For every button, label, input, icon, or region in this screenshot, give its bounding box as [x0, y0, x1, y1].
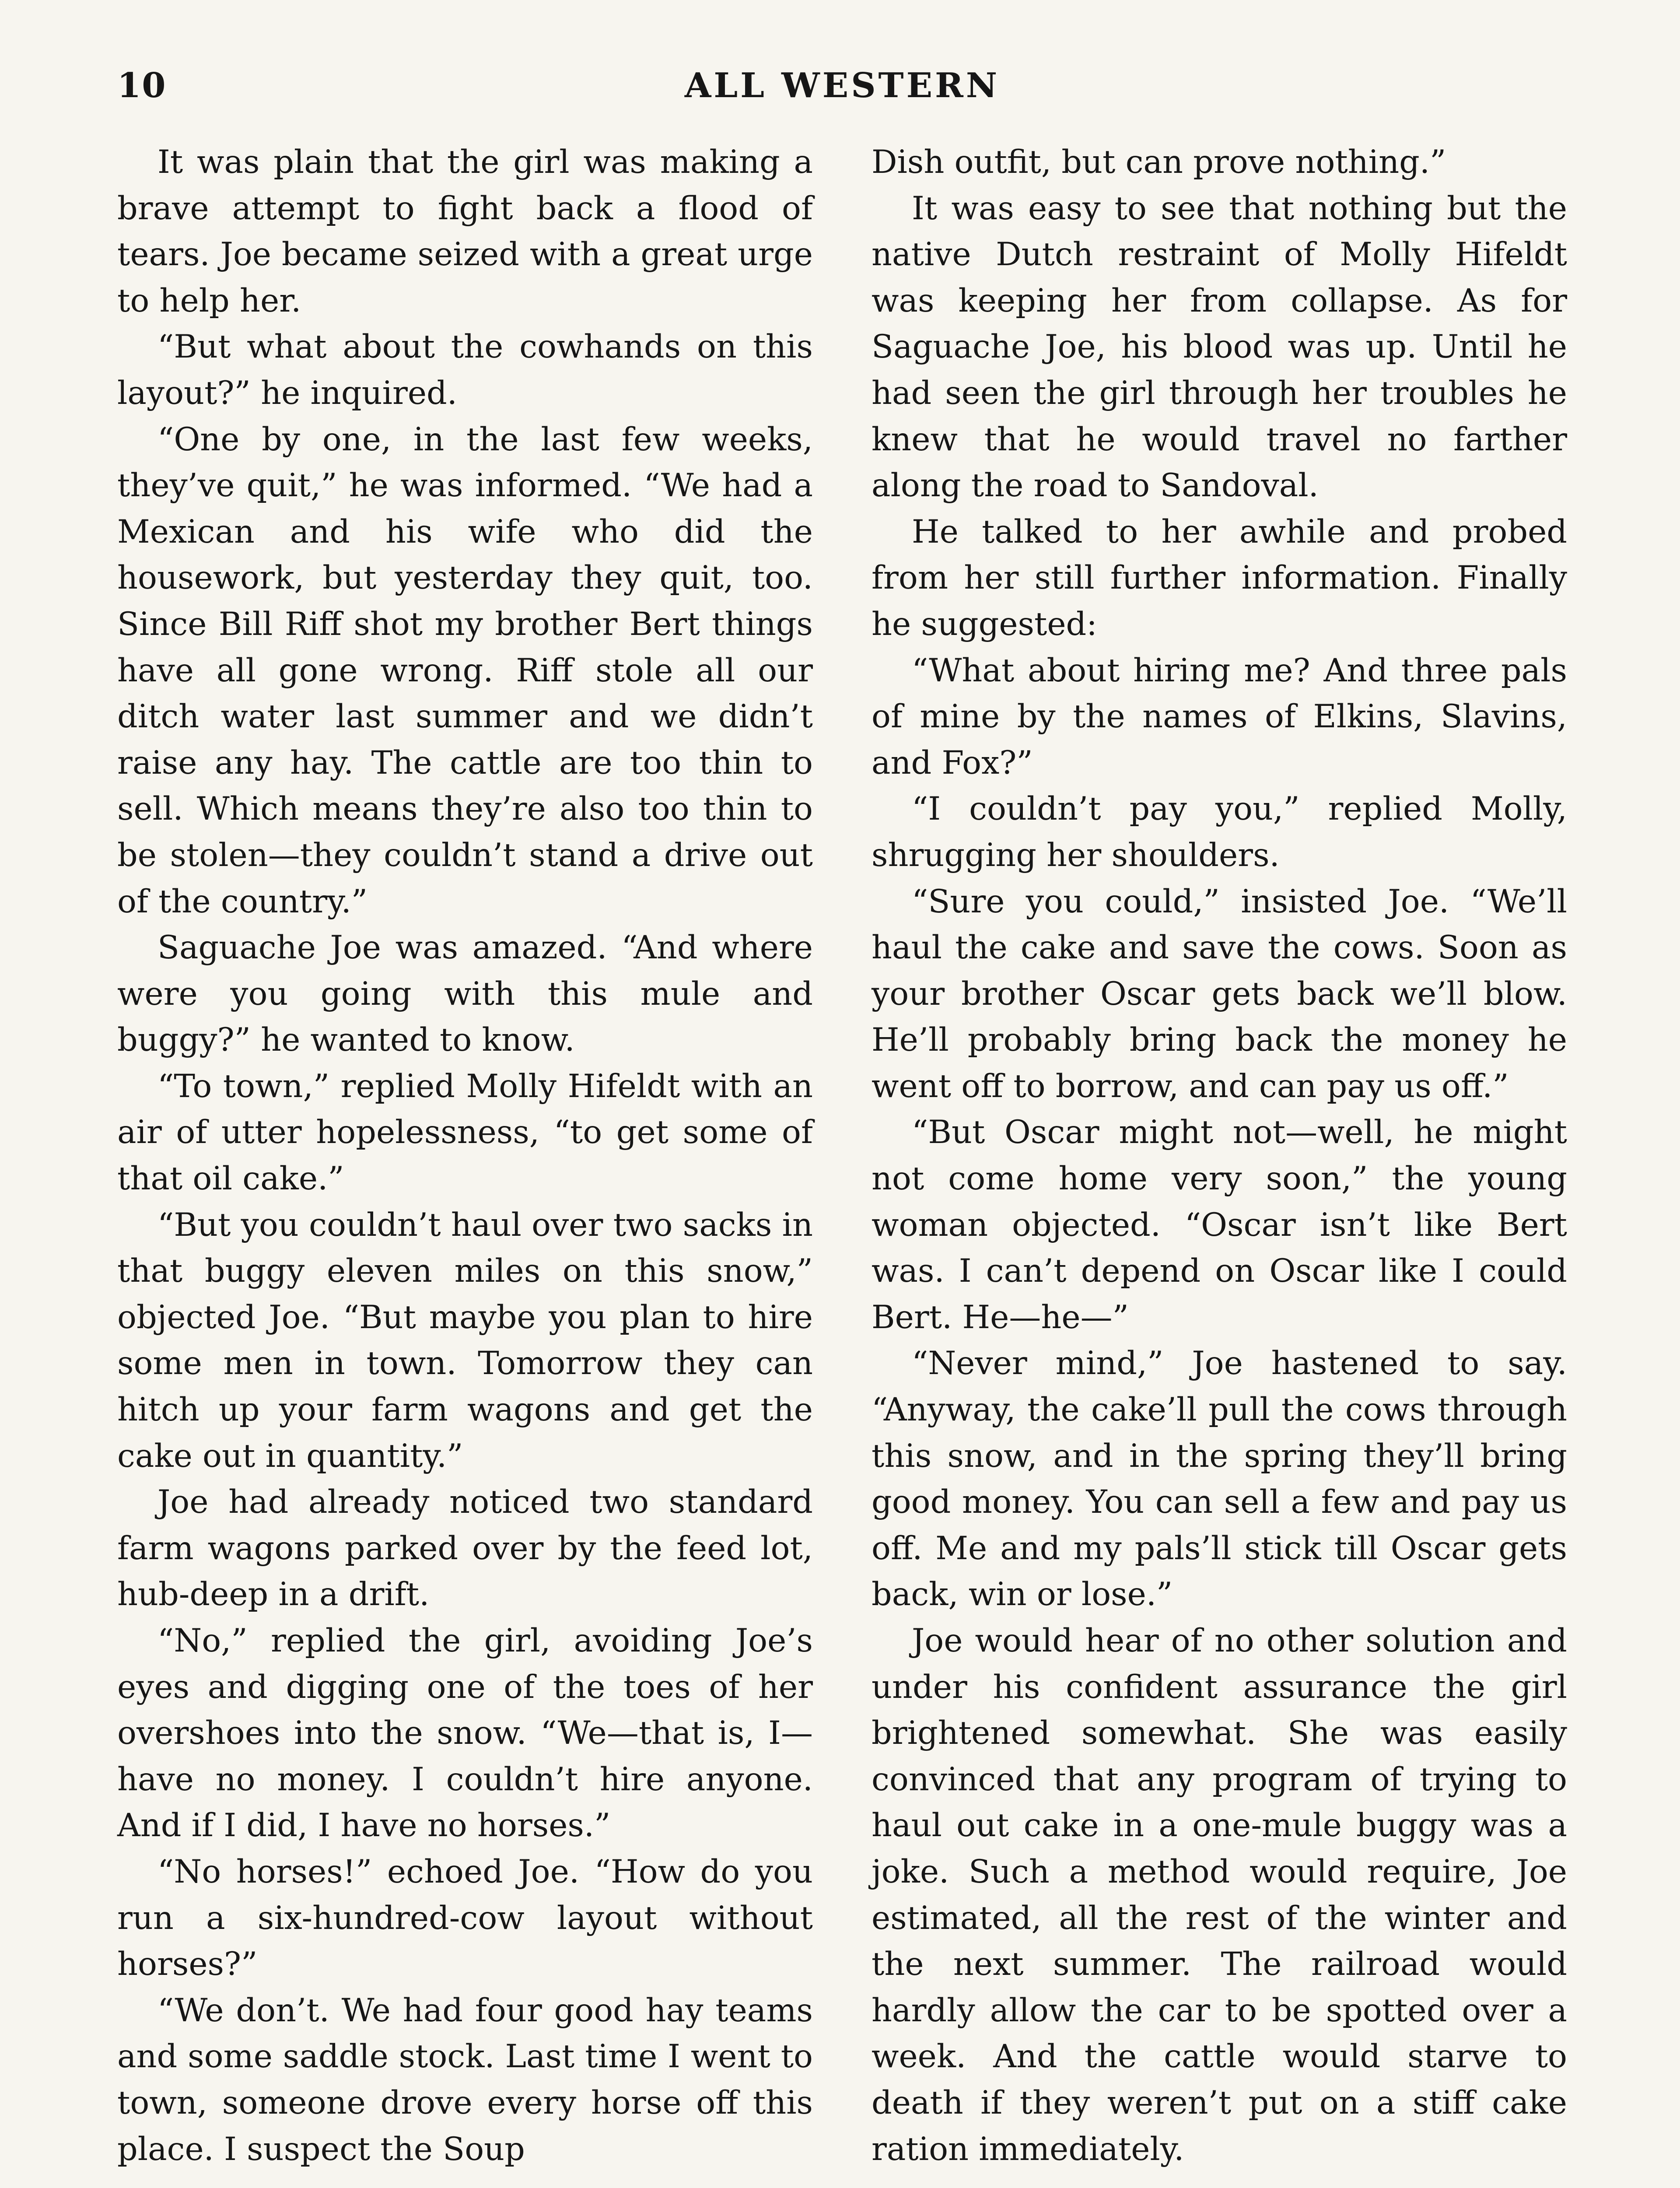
paragraph: “But Oscar might not—well, he might not come home very soon,” the young woman objected. “Oscar isn’t like Bert was. I can’t depend on Oscar like I could Bert. He—he—”	[872, 1114, 1567, 1336]
paragraph: “Sure you could,” insisted Joe. “We’ll haul the cake and save the cows. Soon as your brother Oscar gets back we’ll blow. He’ll probably bring back the money he went off to borrow, and can pay us off.”	[872, 883, 1567, 1105]
paragraph: “Never mind,” Joe hastened to say. “Anyway, the cake’ll pull the cows through this snow, and in the spring they’ll bring good money. You can sell a few and pay us off. Me and my pals’ll stick till Oscar gets back, win or lose.”	[872, 1345, 1567, 1613]
paragraph: It was plain that the girl was making a brave attempt to fight back a flood of tears. Joe became seized with a great urge to help her.	[117, 144, 813, 319]
paragraph: He talked to her awhile and probed from her still further information. Finally he suggested:	[872, 513, 1567, 643]
paragraph: “No,” replied the girl, avoiding Joe’s eyes and digging one of the toes of her overshoes into the snow. “We—that is, I—have no money. I couldn’t hire anyone. And if I did, I have no horses.”	[117, 1622, 813, 1844]
running-title: ALL WESTERN	[684, 66, 1000, 105]
paragraph: “We don’t. We had four good hay teams and some saddle stock. Last time I went to town, someone drove every horse off this place. I suspect the Soup	[117, 1992, 813, 2168]
paragraph: It was easy to see that nothing but the native Dutch restraint of Molly Hifeldt was keeping her from collapse. As for Saguache Joe, his blood was up. Until he had seen the girl through her troubles he knew that he would travel no farther along the road to Sandoval.	[872, 189, 1567, 505]
paragraph-continuation: Dish outfit, but can prove nothing.”	[872, 144, 1446, 181]
left-column	[117, 139, 813, 2172]
page-number: 10	[117, 66, 167, 105]
paragraph: “But you couldn’t haul over two sacks in that buggy eleven miles on this snow,” objected Joe. “But maybe you plan to hire some men in town. Tomorrow they can hitch up your farm wagons and get the cake out in quantity.”	[117, 1206, 813, 1475]
paragraph: “To town,” replied Molly Hifeldt with an air of utter hopelessness, “to get some of that oil cake.”	[117, 1067, 813, 1198]
paragraph: “I couldn’t pay you,” replied Molly, shrugging her shoulders.	[872, 790, 1567, 874]
paragraph: Saguache Joe was amazed. “And where were you going with this mule and buggy?” he wanted to know.	[117, 929, 813, 1059]
paragraph: Joe had already noticed two standard farm wagons parked over by the feed lot, hub-deep in a drift.	[117, 1483, 813, 1613]
paragraph: “One by one, in the last few weeks, they’ve quit,” he was informed. “We had a Mexican and his wife who did the housework, but yesterday they quit, too. Since Bill Riff shot my brother Bert things have all gone wrong. Riff stole all our ditch water last summer and we didn’t raise any hay. The cattle are too thin to sell. Which means they’re also too thin to be stolen—they couldn’t stand a drive out of the country.”	[117, 421, 813, 920]
paragraph: “But what about the cowhands on this layout?” he inquired.	[117, 328, 813, 412]
page-header	[117, 66, 1567, 118]
paragraph: “What about hiring me? And three pals of mine by the names of Elkins, Slavins, and Fox?”	[872, 652, 1567, 782]
right-column	[872, 139, 1567, 2172]
paragraph: Joe would hear of no other solution and under his confident assurance the girl brightened somewhat. She was easily convinced that any program of trying to haul out cake in a one-mule buggy was a joke. Such a method would require, Joe estimated, all the rest of the winter and the next summer. The railroad would hardly allow the car to be spotted over a week. And the cattle would starve to death if they weren’t put on a stiff cake ration immediately.	[872, 1622, 1567, 2168]
paragraph: “No horses!” echoed Joe. “How do you run a six-hundred-cow layout without horses?”	[117, 1853, 813, 1983]
